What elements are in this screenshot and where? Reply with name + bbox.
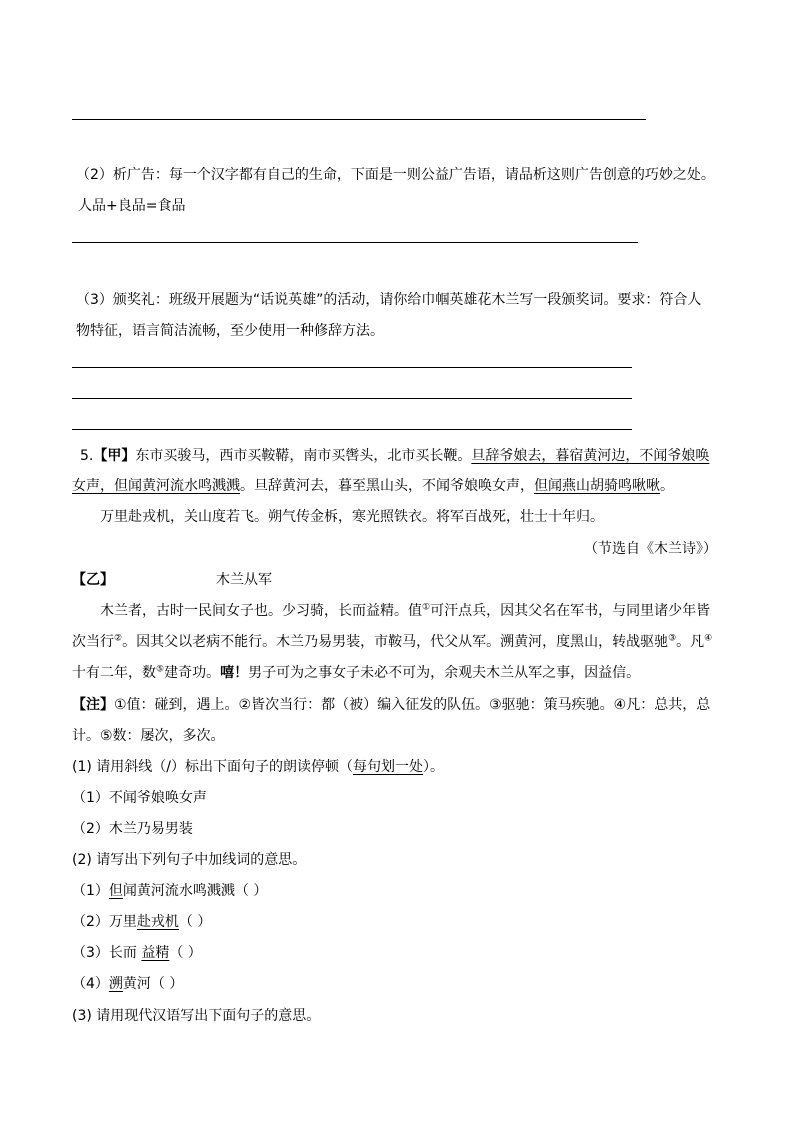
footnote-marker: ④: [704, 633, 713, 644]
passage-yi-line3: 十有二年，数⑤建奇功。嘻！男子可为之事女子未必不可为，余观夫木兰从军之事，因益信。: [72, 664, 641, 681]
passage-yi-line2: 次当行②。因其父以老病不能行。木兰乃易男装，市鞍马，代父从军。溯黄河，度黑山，转战驱驰③。凡④: [72, 633, 713, 650]
question-number: 5.: [80, 448, 94, 464]
answer-line: [72, 119, 646, 120]
passage-yi-tag: 【乙】: [72, 572, 114, 588]
subq2-item-4: （4）溯黄河（ ）: [72, 976, 184, 992]
underlined-phrase: 但闻燕山胡骑鸣啾啾: [534, 478, 660, 494]
subq1-item-2: （2）木兰乃易男装: [72, 821, 193, 837]
q3-answer-line-1: [72, 367, 632, 368]
q3-prompt-line2: 物特征，语言简洁流畅，至少使用一种修辞方法。: [76, 323, 384, 339]
subq1-heading: (1) 请用斜线（/）标出下面句子的朗读停顿（每句划一处）。: [72, 759, 444, 775]
passage-jia-line1: 5.【甲】东市买骏马，西市买鞍鞯，南市买辔头，北市买长鞭。旦辞爷娘去，暮宿黄河边，不闻爷娘唤: [80, 448, 710, 464]
notes-line2: 计。⑤数：屡次，多次。: [72, 728, 225, 744]
passage-yi-title: 木兰从军: [216, 572, 272, 588]
subq2-item-3: （3）长而 益精（ ）: [72, 945, 202, 961]
q2-prompt: （2）析广告：每一个汉字都有自己的生命，下面是一则公益广告语，请品析这则广告创意的巧妙之处。: [76, 167, 715, 183]
subq2-item-1: （1）但闻黄河流水鸣溅溅（ ）: [72, 883, 268, 899]
passage-jia-tag: 【甲】: [93, 448, 136, 464]
footnote-marker: ①: [422, 602, 431, 613]
q3-answer-line-3: [72, 429, 632, 430]
subq2-item-2: （2）万里赴戎机（ ）: [72, 914, 212, 930]
footnote-marker: ②: [114, 633, 123, 644]
subq3-heading: (3) 请用现代汉语写出下面句子的意思。: [72, 1008, 321, 1024]
passage-jia-line2: 女声，但闻黄河流水鸣溅溅。旦辞黄河去，暮至黑山头，不闻爷娘唤女声，但闻燕山胡骑鸣啾啾。: [72, 478, 674, 494]
q3-prompt-line1: （3）颁奖礼：班级开展题为“话说英雄”的活动，请你给巾帼英雄花木兰写一段颁奖词。要求：符合人: [76, 292, 702, 308]
underlined-phrase: 旦辞爷娘去，暮宿黄河边，不闻爷娘唤: [471, 448, 710, 464]
footnote-marker: ⑤: [156, 664, 165, 675]
q2-answer-line: [72, 242, 638, 243]
q2-slogan: 人品+良品=食品: [78, 198, 186, 214]
passage-jia-source: （节选自《木兰诗》）: [584, 541, 717, 557]
footnote-marker: ③: [668, 633, 677, 644]
notes-line1: 【注】①值：碰到，遇上。②皆次当行：都（被）编入征发的队伍。③驱驰：策马疾驰。④凡：总共，总: [72, 697, 711, 713]
underlined-phrase: 女声，但闻黄河流水鸣溅溅: [72, 478, 240, 494]
subq2-heading: (2) 请写出下列句子中加线词的意思。: [72, 852, 307, 868]
q3-answer-line-2: [72, 398, 632, 399]
subq1-item-1: （1）不闻爷娘唤女声: [72, 790, 207, 806]
passage-yi-line1: 木兰者，古时一民间女子也。少习骑，长而益精。值①可汗点兵，因其父名在军书，与同里诸少年皆: [100, 602, 711, 619]
notes-tag: 【注】: [72, 697, 114, 713]
passage-jia-line3: 万里赴戎机，关山度若飞。朔气传金柝，寒光照铁衣。将军百战死，壮士十年归。: [100, 509, 604, 525]
